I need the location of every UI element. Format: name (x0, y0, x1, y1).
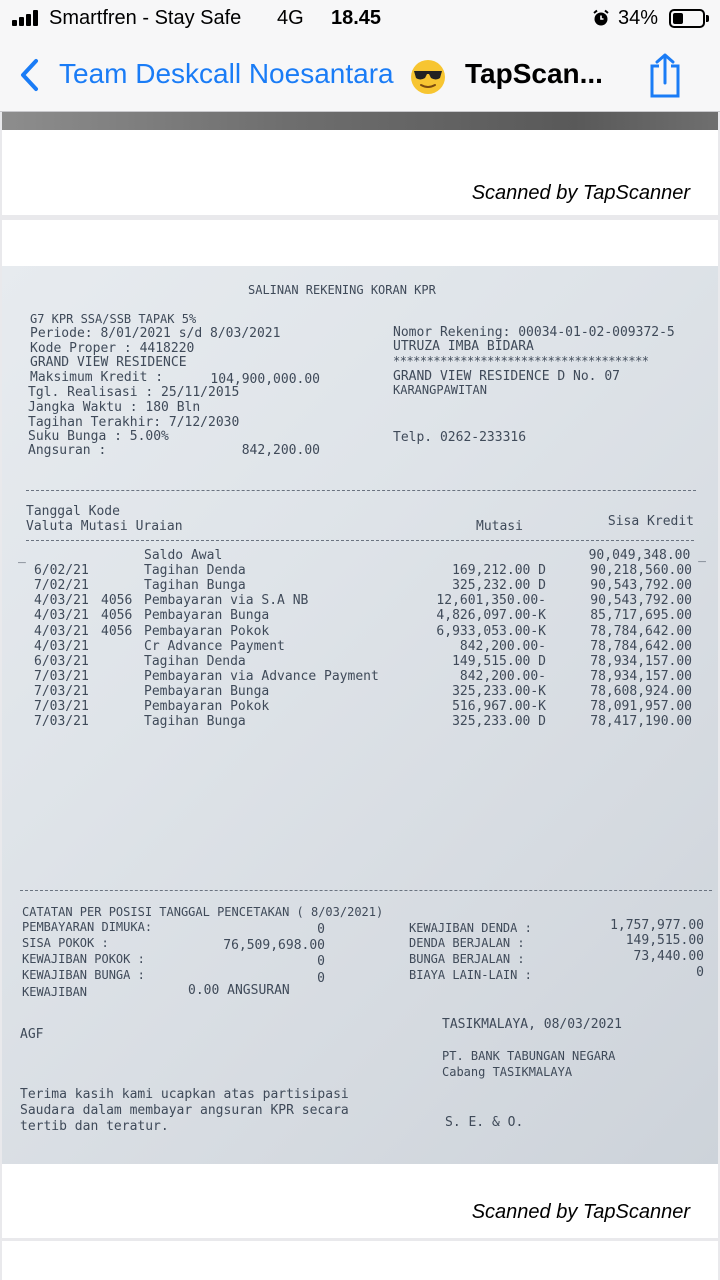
row-mutasi: 149,515.00 D (452, 653, 546, 669)
angsuran-value: 842,200.00 (241, 443, 320, 458)
account-holder: UTRUZA IMBA BIDARA (393, 339, 534, 354)
catatan-line: CATATAN PER POSISI TANGGAL PENCETAKAN ( 8/03/2021) (22, 905, 384, 919)
bank-branch: Cabang TASIKMALAYA (442, 1065, 573, 1079)
maks-kredit-value: 104,900,000.00 (210, 372, 320, 387)
agf-mark: AGF (20, 1027, 44, 1042)
scanner-watermark: Scanned by TapScanner (471, 1201, 690, 1223)
divider (26, 540, 694, 541)
row-sisa-kredit: 78,091,957.00 (590, 699, 692, 714)
battery-nub (706, 15, 709, 22)
row-sisa-kredit: 78,934,157.00 (590, 668, 692, 684)
row-mutasi: 6,933,053.00-K (436, 623, 546, 639)
sisa-pokok-label: SISA POKOK : (22, 936, 109, 950)
row-description: Saldo Awal (144, 548, 223, 563)
battery-icon (669, 9, 705, 28)
row-date: 4/03/21 (34, 623, 89, 639)
row-description: Tagihan Denda (144, 653, 246, 669)
row-description: Pembayaran Pokok (144, 699, 270, 714)
row-sisa-kredit: 90,049,348.00 _ (588, 548, 706, 563)
thanks-line-3: tertib dan teratur. (20, 1119, 169, 1134)
back-button[interactable] (16, 52, 456, 96)
kewajiban-pokok-value: 0 (317, 954, 325, 969)
bunga-berjalan-value: 73,440.00 (633, 949, 704, 964)
row-sisa-kredit: 85,717,695.00 (590, 608, 692, 624)
row-description: Tagihan Bunga (144, 714, 246, 730)
project-line: GRAND VIEW RESIDENCE (30, 355, 187, 370)
signal-icon (12, 10, 42, 26)
row-description: Cr Advance Payment (144, 638, 285, 654)
row-code: 4056 (101, 593, 133, 609)
denda-berjalan-label: DENDA BERJALAN : (409, 936, 525, 950)
row-mutasi: 169,212.00 D (452, 563, 546, 579)
next-scan-page (2, 1241, 718, 1280)
masked-line: ************************************** (393, 354, 649, 368)
bunga-berjalan-label: BUNGA BERJALAN : (409, 952, 525, 966)
row-mutasi: 325,232.00 D (452, 578, 546, 594)
maks-kredit-label: Maksimum Kredit : (30, 370, 164, 385)
divider (26, 490, 696, 491)
col-valuta-header: Valuta Mutasi Uraian (26, 519, 183, 534)
alamat-line-1: GRAND VIEW RESIDENCE D No. 07 (393, 369, 620, 384)
scan-photo-edge (2, 112, 718, 130)
row-mutasi: 325,233.00-K (452, 683, 546, 699)
alamat-line-2: KARANGPAWITAN (393, 383, 487, 397)
status-bar (0, 0, 720, 38)
divider (20, 890, 712, 891)
row-sisa-kredit: 78,784,642.00 (590, 638, 692, 654)
row-mutasi: 325,233.00 D (452, 714, 546, 730)
seo-mark: S. E. & O. (445, 1115, 524, 1130)
row-description: Pembayaran via S.A NB (144, 593, 309, 609)
row-sisa-kredit: 90,218,560.00 (590, 563, 692, 579)
telp-line: Telp. 0262-233316 (393, 430, 527, 445)
kewajiban-label: KEWAJIBAN (22, 985, 88, 999)
network-type: 4G (277, 7, 304, 29)
previous-scan-page (2, 112, 718, 215)
thanks-line-1: Terima kasih kami ucapkan atas partisipasi (20, 1087, 349, 1102)
row-date: 6/02/21 (34, 563, 89, 579)
battery-fill (673, 13, 683, 24)
denda-berjalan-value: 149,515.00 (625, 933, 704, 948)
thanks-line-2: Saudara dalam membayar angsuran KPR secara (20, 1103, 349, 1118)
carrier-name: Smartfren - Stay Safe (49, 7, 242, 29)
row-code: 4056 (101, 623, 133, 639)
col-sisa-header: Sisa Kredit (607, 514, 694, 529)
angsuran-label: Angsuran : (28, 443, 107, 458)
navigation-bar (0, 38, 720, 112)
col-tanggal-header: Tanggal Kode (26, 504, 120, 519)
kewajiban-value: 0.00 ANGSURAN (188, 983, 290, 998)
row-sisa-kredit: 78,934,157.00 (590, 653, 692, 669)
row-sisa-kredit: 90,543,792.00 (590, 593, 692, 609)
row-date: 4/03/21 (34, 608, 89, 624)
tagihan-terakhir-line: Tagihan Terakhir: 7/12/2030 (28, 415, 240, 430)
status-time: 18.45 (331, 7, 382, 29)
kewajiban-pokok-label: KEWAJIBAN POKOK : (22, 952, 145, 966)
kode-proper-line: Kode Proper : 4418220 (30, 341, 195, 356)
kewajiban-bunga-value: 0 (317, 971, 325, 986)
product-line: G7 KPR SSA/SSB TAPAK 5% (30, 312, 197, 326)
row-sisa-kredit: 78,784,642.00 (590, 623, 692, 639)
row-mutasi: 516,967.00-K (452, 699, 546, 714)
row-date: 7/03/21 (34, 668, 89, 684)
row-date: 7/02/21 (34, 578, 89, 594)
row-mutasi: 842,200.00- (459, 638, 546, 654)
nomor-rekening: Nomor Rekening: 00034-01-02-009372-5 (393, 325, 675, 340)
row-date: 4/03/21 (34, 638, 89, 654)
row-code: 4056 (101, 608, 133, 624)
biaya-lain-label: BIAYA LAIN-LAIN : (409, 968, 532, 982)
jangka-waktu-line: Jangka Waktu : 180 Bln (28, 400, 201, 415)
scanned-bank-statement (2, 266, 718, 1164)
row-marker: _ (18, 549, 26, 564)
biaya-lain-value: 0 (696, 965, 704, 980)
row-description: Pembayaran Bunga (144, 683, 270, 699)
row-sisa-kredit: 78,417,190.00 (590, 714, 692, 730)
sunglasses-emoji-icon (409, 58, 447, 96)
row-sisa-kredit: 90,543,792.00 (590, 578, 692, 594)
col-mutasi-header: Mutasi (476, 519, 523, 534)
tgl-realisasi-line: Tgl. Realisasi : 25/11/2015 (28, 385, 240, 400)
kewajiban-denda-value: 1,757,977.00 (610, 918, 704, 933)
page-title: TapScan... (465, 58, 603, 89)
row-sisa-kredit: 78,608,924.00 (590, 683, 692, 699)
statement-scan-page (2, 220, 718, 1238)
row-description: Pembayaran Pokok (144, 623, 270, 639)
kota-tanggal: TASIKMALAYA, 08/03/2021 (442, 1017, 623, 1032)
row-mutasi: 842,200.00- (459, 668, 546, 684)
kewajiban-denda-label: KEWAJIBAN DENDA : (409, 921, 532, 935)
share-icon[interactable] (640, 52, 690, 100)
row-mutasi: 12,601,350.00- (436, 593, 546, 609)
row-mutasi: 4,826,097.00-K (436, 608, 546, 624)
row-date: 4/03/21 (34, 593, 89, 609)
pembayaran-dimuka-label: PEMBAYARAN DIMUKA: (22, 920, 153, 934)
sisa-pokok-value: 76,509,698.00 (223, 938, 325, 953)
chevron-left-icon (18, 58, 40, 92)
row-description: Tagihan Denda (144, 563, 246, 579)
row-date: 6/03/21 (34, 653, 89, 669)
scanner-watermark: Scanned by TapScanner (471, 182, 690, 204)
statement-heading: SALINAN REKENING KORAN KPR (248, 283, 436, 297)
row-description: Tagihan Bunga (144, 578, 246, 594)
pembayaran-dimuka-value: 0 (317, 922, 325, 937)
bank-name: PT. BANK TABUNGAN NEGARA (442, 1049, 616, 1063)
periode-line: Periode: 8/01/2021 s/d 8/03/2021 (30, 326, 281, 341)
back-button-label: Team Deskcall Noesantara (59, 58, 394, 89)
suku-bunga-line: Suku Bunga : 5.00% (28, 429, 169, 444)
row-description: Pembayaran via Advance Payment (144, 668, 379, 684)
alarm-icon (592, 9, 610, 27)
battery-percent: 34% (618, 7, 659, 29)
row-date: 7/03/21 (34, 699, 89, 714)
row-description: Pembayaran Bunga (144, 608, 270, 624)
row-date: 7/03/21 (34, 714, 89, 730)
kewajiban-bunga-label: KEWAJIBAN BUNGA : (22, 968, 145, 982)
row-date: 7/03/21 (34, 683, 89, 699)
